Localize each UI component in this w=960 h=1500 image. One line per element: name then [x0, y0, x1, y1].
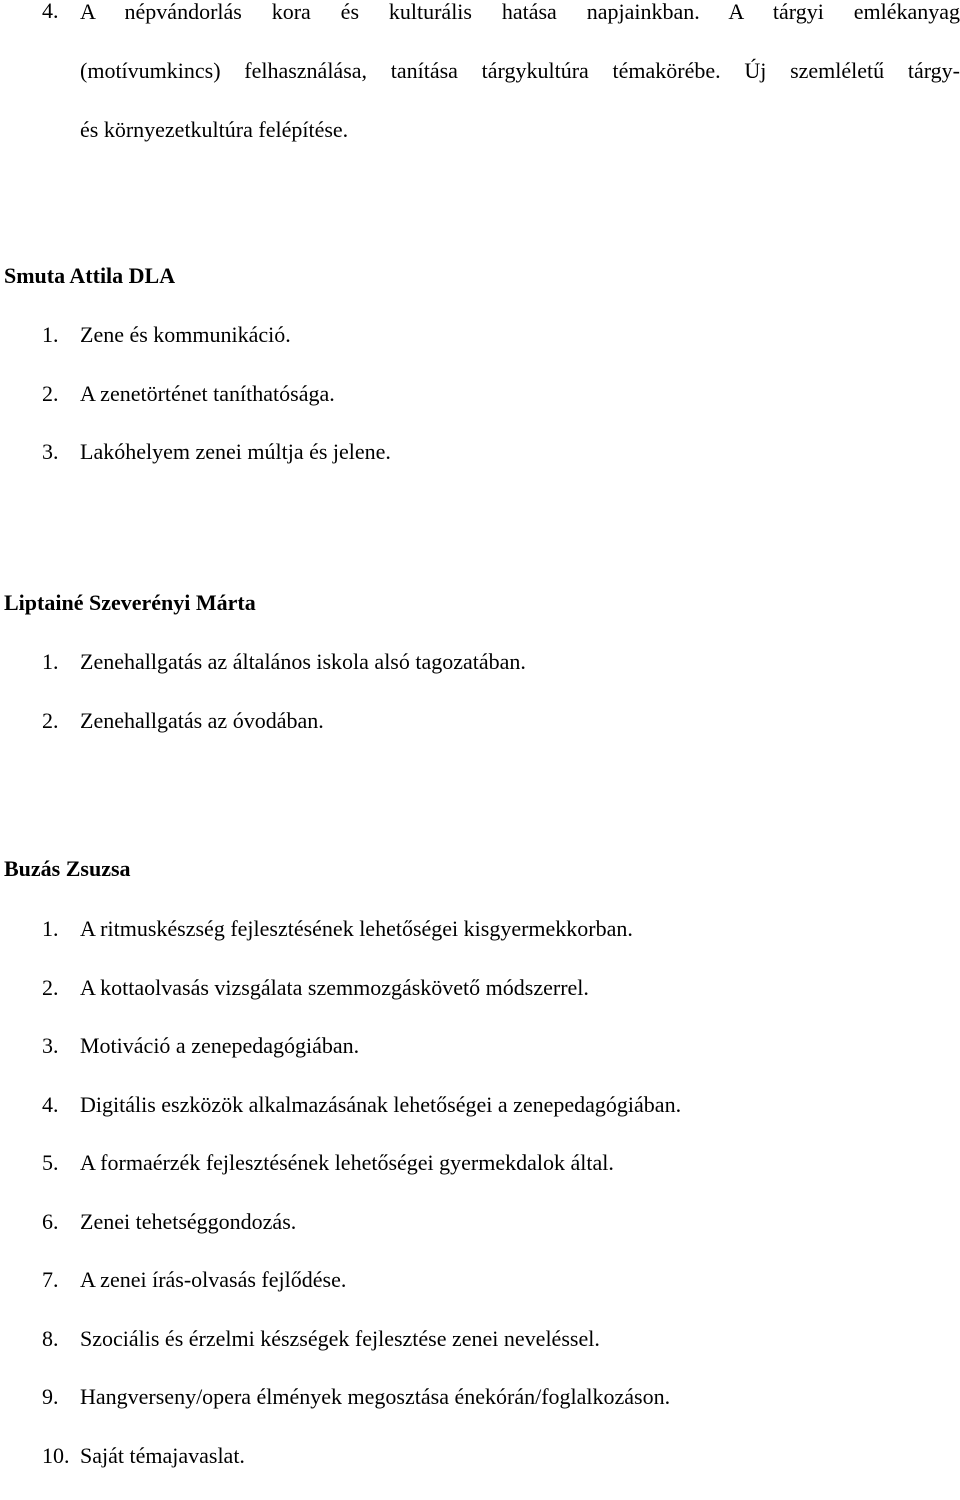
list-item [0, 321, 960, 380]
list-item [0, 1383, 960, 1442]
item-text-line: (motívumkincs) felhasználása, tanítása tárgykultúra témakörébe. Új szemléletű tárgy- [80, 57, 960, 116]
item-text: A ritmuskészség fejlesztésének lehetőségei kisgyermekkorban. [80, 915, 633, 943]
item-number: 7. [42, 1266, 59, 1294]
list-item [0, 380, 960, 439]
list-item [0, 974, 960, 1033]
item-text: Zenehallgatás az általános iskola alsó tagozatában. [80, 648, 526, 676]
item-number: 2. [42, 974, 59, 1002]
item-number: 10. [42, 1442, 70, 1470]
section-heading: Liptainé Szeverényi Márta [4, 589, 256, 617]
list-item [0, 1149, 960, 1208]
item-number: 6. [42, 1208, 59, 1236]
item-text: Zenehallgatás az óvodában. [80, 707, 324, 735]
item-number: 3. [42, 1032, 59, 1060]
list-item [0, 0, 960, 148]
item-text: A zenetörténet taníthatósága. [80, 380, 335, 408]
item-number: 2. [42, 707, 59, 735]
item-number: 5. [42, 1149, 59, 1177]
item-text: A kottaolvasás vizsgálata szemmozgáskövető módszerrel. [80, 974, 589, 1002]
item-text: Hangverseny/opera élmények megosztása énekórán/foglalkozáson. [80, 1383, 670, 1411]
section-list [0, 915, 960, 1500]
list-item [0, 1266, 960, 1325]
list-item [0, 915, 960, 974]
list-item [0, 1091, 960, 1150]
item-text: Zene és kommunikáció. [80, 321, 291, 349]
list-item [0, 1208, 960, 1267]
item-text: Saját témajavaslat. [80, 1442, 245, 1470]
item-number: 3. [42, 438, 59, 466]
list-item [0, 707, 960, 766]
item-number: 2. [42, 380, 59, 408]
list-item [0, 648, 960, 707]
item-number: 9. [42, 1383, 59, 1411]
item-number: 1. [42, 648, 59, 676]
section-heading: Smuta Attila DLA [4, 262, 175, 290]
section-heading: Buzás Zsuzsa [4, 855, 131, 883]
item-text: Motiváció a zenepedagógiában. [80, 1032, 359, 1060]
item-text: Digitális eszközök alkalmazásának lehetőségei a zenepedagógiában. [80, 1091, 681, 1119]
list-item [0, 1032, 960, 1091]
item-text: Szociális és érzelmi készségek fejlesztése zenei neveléssel. [80, 1325, 600, 1353]
list-item [0, 1442, 960, 1500]
list-item [0, 1325, 960, 1384]
item-number: 1. [42, 915, 59, 943]
item-text-line: A népvándorlás kora és kulturális hatása napjainkban. A tárgyi emlékanyag [80, 0, 960, 57]
section-list [0, 648, 960, 765]
item-text: Zenei tehetséggondozás. [80, 1208, 296, 1236]
item-number: 8. [42, 1325, 59, 1353]
item-text [80, 0, 960, 175]
list-item [0, 438, 960, 497]
item-text: A formaérzék fejlesztésének lehetőségei gyermekdalok által. [80, 1149, 614, 1177]
item-number: 4. [42, 1091, 59, 1119]
item-text-line: és környezetkultúra felépítése. [80, 116, 960, 175]
section-list [0, 321, 960, 497]
item-number: 1. [42, 321, 59, 349]
item-text: A zenei írás-olvasás fejlődése. [80, 1266, 346, 1294]
item-text: Lakóhelyem zenei múltja és jelene. [80, 438, 391, 466]
item-number: 4. [42, 0, 59, 24]
